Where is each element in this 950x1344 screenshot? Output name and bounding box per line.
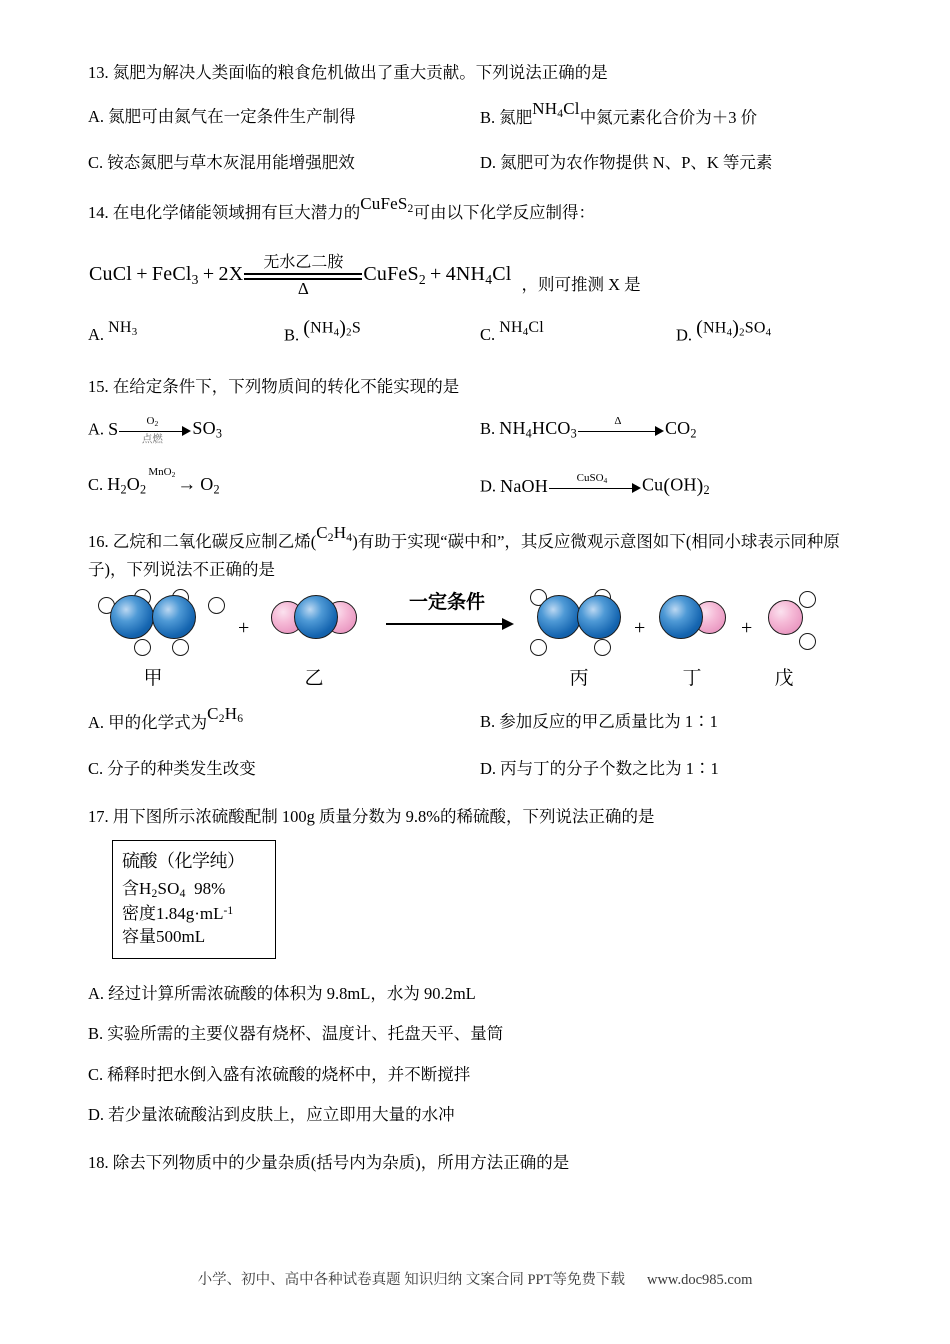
option-label: B. — [480, 712, 496, 732]
option-text: 参加反应的甲乙质量比为 1∶1 — [499, 712, 718, 732]
label-prefix: 容量 — [122, 927, 156, 947]
oxygen-atom — [768, 600, 803, 635]
question-14-stem-after: 可由以下化学反应制得： — [413, 202, 596, 222]
formula-nh4cl: $NH_4Cl$ — [532, 98, 580, 120]
formula-c2h4: $C_2H_4$ — [316, 522, 353, 545]
molecule-label-ding: 丁 — [682, 668, 702, 690]
question-16-reaction-diagram — [96, 591, 794, 691]
carbon-atom — [152, 595, 196, 639]
product-o2: $O_2$ — [200, 474, 220, 497]
question-16-option-d — [480, 756, 872, 782]
hydrogen-atom — [799, 591, 816, 608]
option-text-after: 中氮元素化合价为＋3 价 — [579, 107, 758, 127]
option-text: 经过计算所需浓硫酸的体积为 9.8mL，水为 90.2mL — [108, 983, 476, 1003]
option-text: 铵态氮肥与草木灰混用能增强肥效 — [107, 153, 355, 173]
question-17-stem — [88, 804, 872, 830]
question-18-number: 18. — [88, 1153, 109, 1173]
reaction-arrow — [578, 414, 664, 444]
question-15-stem-text: 在给定条件下，下列物质间的转化不能实现的是 — [112, 377, 460, 397]
option-label: B. — [88, 1024, 104, 1044]
arrow-above-o2: $O_2$ — [146, 414, 159, 429]
question-18-stem — [88, 1150, 872, 1176]
hydrogen-atom — [134, 639, 151, 656]
reaction-arrow-plain: → — [177, 473, 197, 495]
option-label: A. — [88, 106, 105, 126]
page-content — [88, 60, 872, 1180]
option-label: C. — [88, 153, 104, 173]
condition-text: 一定条件 — [408, 592, 485, 614]
question-15-option-d — [480, 470, 872, 502]
question-15-options-row-2 — [88, 466, 872, 502]
question-18-stem-text: 除去下列物质中的少量杂质(括号内为杂质)，所用方法正确的是 — [112, 1153, 570, 1173]
question-15-number: 15. — [88, 377, 109, 397]
option-label: A. — [88, 713, 105, 733]
molecule-label-bing: 丙 — [569, 668, 589, 690]
question-13-option-c — [88, 150, 480, 176]
question-13-options-row-2 — [88, 150, 872, 176]
question-14-option-d — [676, 317, 872, 348]
plus-sign-2: + — [634, 617, 646, 640]
question-13-options-row-1 — [88, 98, 872, 133]
formula-nh4-2-s: $(NH_4)_2S$ — [303, 317, 361, 340]
equation-right-side: CuFeS$_2$ + $4NH_4Cl$ — [363, 263, 512, 287]
equation-left-side: CuCl + FeCl$_3$ + 2X — [89, 263, 244, 287]
option-label: C. — [480, 325, 496, 345]
molecule-label-yi: 乙 — [304, 668, 324, 690]
reactant-h2o2: $H_2O_2$ — [107, 474, 147, 497]
label-prefix: 密度 — [122, 903, 156, 923]
sulfuric-acid-label — [112, 840, 276, 959]
option-label: C. — [88, 1064, 104, 1084]
option-label: D. — [480, 758, 497, 778]
question-17-stem-text: 用下图所示浓硫酸配制 100g 质量分数为 9.8%的稀硫酸，下列说法正确的是 — [112, 807, 655, 827]
carbon-atom — [659, 595, 703, 639]
question-16-stem-before: 乙烷和二氧化碳反应制乙烯( — [112, 531, 317, 551]
option-text: 稀释时把水倒入盛有浓硫酸的烧杯中，并不断搅拌 — [107, 1064, 471, 1084]
formula-nh3: $NH_3$ — [108, 319, 138, 339]
equation-condition-arrow — [244, 253, 362, 297]
plus-sign-1: + — [238, 617, 250, 640]
question-14-number: 14. — [88, 202, 109, 222]
option-text: 实验所需的主要仪器有烧杯、温度计、托盘天平、量筒 — [107, 1024, 504, 1044]
footer-text: 小学、初中、高中各种试卷真题 知识归纳 文案合同 PPT等免费下载 — [197, 1272, 625, 1288]
molecule-label-jia: 甲 — [143, 668, 163, 690]
reaction-b — [499, 414, 696, 444]
product-cu-oh-2: $Cu(OH)_2$ — [641, 474, 710, 497]
option-label: D. — [676, 325, 693, 345]
question-14-equation — [88, 253, 872, 297]
label-value: 98% — [194, 878, 226, 898]
reaction-c — [107, 466, 220, 500]
question-13-stem — [88, 60, 872, 86]
option-text: 丙与丁的分子个数之比为 1∶1 — [500, 758, 719, 778]
label-prefix: 含 — [122, 878, 139, 898]
option-label: D. — [480, 476, 497, 496]
arrow-above-delta: Δ — [614, 414, 622, 427]
formula-c2h6: $C_2H_6$ — [207, 704, 244, 726]
page-footer — [0, 1268, 950, 1289]
option-text: 分子的种类发生改变 — [107, 758, 256, 778]
hydrogen-atom — [530, 639, 547, 656]
question-16-stem-after: )有助于实现“碳中和”，其反应微观示意图如下(相同小球表示同种原子)，下列说法不正确的是 — [88, 531, 840, 579]
question-14-stem — [88, 193, 872, 228]
reaction-d — [500, 470, 710, 502]
reaction-a — [108, 414, 222, 444]
formula-h2so4: $H_2SO_4$ — [139, 878, 186, 901]
question-13-option-b — [480, 98, 872, 133]
carbon-atom — [110, 595, 154, 639]
carbon-atom — [577, 595, 621, 639]
reactant-s: S — [108, 418, 119, 439]
equation-tail-text: ，则可推测 X 是 — [521, 275, 641, 295]
question-16-options-row-2 — [88, 756, 872, 782]
option-text: 氮肥可为农作物提供 N、P、K 等元素 — [500, 153, 773, 173]
arrow-below-ignite: 点燃 — [141, 433, 163, 445]
arrow-above-cuso4: CuSO$_4$ — [576, 471, 608, 486]
question-14-option-c — [480, 319, 676, 348]
hydrogen-atom — [208, 597, 225, 614]
question-15-option-b — [480, 414, 872, 444]
label-exponent: -1 — [223, 903, 234, 917]
question-17-option-b — [88, 1021, 872, 1047]
option-label: A. — [88, 325, 105, 345]
question-17-option-a — [88, 981, 872, 1007]
question-13-option-a — [88, 104, 480, 133]
label-title: 硫酸（化学纯） — [122, 850, 245, 871]
question-16-options-row-1 — [88, 704, 872, 738]
option-text: 氮肥可由氮气在一定条件生产制得 — [108, 106, 356, 126]
option-label: B. — [284, 325, 300, 345]
question-16-stem — [88, 522, 872, 583]
carbon-atom — [294, 595, 338, 639]
question-13-stem-text: 氮肥为解决人类面临的粮食危机做出了重大贡献。下列说法正确的是 — [112, 63, 608, 82]
hydrogen-atom — [799, 633, 816, 650]
question-15-option-c — [88, 466, 480, 502]
hydrogen-atom — [172, 639, 189, 656]
product-so3: $SO_3$ — [192, 417, 223, 441]
question-14-options — [88, 317, 872, 348]
question-17-option-d — [88, 1102, 872, 1128]
option-label: D. — [480, 153, 497, 173]
question-16-option-b — [480, 709, 872, 738]
reaction-arrow — [119, 414, 191, 444]
question-16-option-c — [88, 756, 480, 782]
molecule-label-wu: 戊 — [774, 668, 794, 690]
label-value: 500mL — [156, 927, 206, 947]
formula-cufes2: CuFeS$_2$ — [360, 193, 414, 215]
label-value: 1.84g·mL — [156, 903, 224, 923]
question-14-option-b — [284, 317, 480, 348]
product-co2: $CO_2$ — [664, 417, 697, 441]
reactant-naoh: NaOH — [500, 475, 548, 496]
reaction-arrow — [549, 471, 641, 501]
option-label: A. — [88, 983, 105, 1003]
formula-nh4cl-opt: $NH_4Cl$ — [499, 319, 544, 339]
catalyst-mno2: MnO$_2$ — [148, 466, 176, 480]
option-label: A. — [88, 419, 105, 439]
option-text: 若少量浓硫酸沾到皮肤上，应立即用大量的水冲 — [108, 1105, 455, 1125]
question-14-option-a — [88, 319, 284, 348]
reactant-nh4hco3: $NH_4HCO_3$ — [499, 417, 577, 441]
footer-url: www.doc985.com — [646, 1272, 753, 1288]
question-16-number: 16. — [88, 531, 109, 551]
label-concentration-line — [122, 877, 266, 902]
option-text-before: 氮肥 — [499, 107, 533, 127]
question-13-option-d — [480, 150, 872, 176]
option-text-before: 甲的化学式为 — [108, 713, 208, 733]
question-13-number: 13. — [88, 63, 109, 82]
formula-nh4-2-so4: $(NH_4)_2SO_4$ — [696, 317, 772, 340]
plus-sign-3: + — [741, 617, 753, 640]
question-17-number: 17. — [88, 807, 109, 827]
option-label: C. — [88, 475, 104, 495]
option-label: B. — [480, 418, 496, 438]
question-16-option-a — [88, 704, 480, 738]
label-density-line — [122, 902, 266, 925]
question-15-option-a — [88, 414, 480, 444]
question-15-options-row-1 — [88, 414, 872, 444]
label-volume-line — [122, 925, 266, 948]
question-17-option-c — [88, 1062, 872, 1088]
option-label: B. — [480, 107, 496, 127]
carbon-atom — [537, 595, 581, 639]
question-15-stem — [88, 374, 872, 400]
question-14-stem-before: 在电化学储能领域拥有巨大潜力的 — [112, 202, 361, 222]
hydrogen-atom — [594, 639, 611, 656]
equation-condition-above: 无水乙二胺 — [263, 254, 344, 272]
equation-condition-below: Δ — [297, 279, 309, 299]
option-label: C. — [88, 758, 104, 778]
option-label: D. — [88, 1105, 105, 1125]
